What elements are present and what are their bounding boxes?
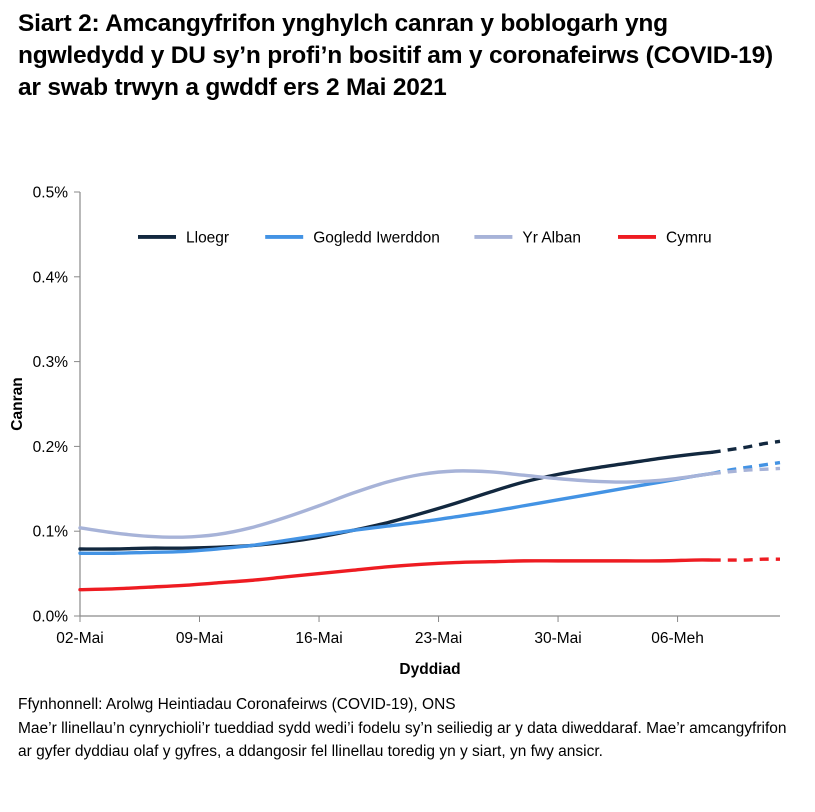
y-tick-label: 0.5% <box>32 184 68 202</box>
y-tick-label: 0.2% <box>32 438 68 456</box>
chart-legend <box>138 229 712 246</box>
legend-label: Gogledd Iwerddon <box>313 229 440 247</box>
series-line-dashed <box>712 463 780 474</box>
x-tick-label: 16-Mai <box>295 630 343 647</box>
x-axis-title: Dyddiad <box>399 661 461 678</box>
legend-label: Cymru <box>666 229 712 247</box>
x-axis-ticks <box>56 616 704 647</box>
y-tick-label: 0.4% <box>32 269 68 287</box>
x-tick-label: 09-Mai <box>175 630 224 647</box>
y-tick-label: 0.0% <box>32 608 68 626</box>
page-title: Siart 2: Amcangyfrifon ynghylch canran y boblogarh yng ngwledydd y DU sy’n profi’n bositif am y coronafeirws (COVID-19) ar swab trwyn a gwddf ers 2 Mai 2021 <box>18 10 773 102</box>
y-tick-label: 0.3% <box>32 354 68 372</box>
series-lines <box>80 441 780 589</box>
legend-label: Lloegr <box>186 229 230 247</box>
chart-plot-area <box>0 178 815 678</box>
x-tick-label: 02-Mai <box>56 630 104 647</box>
note-text: Mae’r llinellau’n cynrychioli’r tueddiad sydd wedi’i fodelu sy’n seiliedig ar y data diweddaraf. Mae’r amcangyfrifon ar gyfer dyddiau olaf y gyfres, a ddangosir fel llinellau toredig yn y siart, yn fwy ansicr. <box>18 719 787 760</box>
y-axis-title: Canran <box>9 377 26 431</box>
series-line-solid <box>80 471 712 537</box>
y-tick-label: 0.1% <box>32 523 68 541</box>
source-text: Ffynhonnell: Arolwg Heintiadau Coronafeirws (COVID-19), ONS <box>18 696 456 713</box>
series-line-solid <box>80 474 712 554</box>
series-line-dashed <box>712 559 780 560</box>
series-line-solid <box>80 452 712 549</box>
x-tick-label: 30-Mai <box>534 630 582 647</box>
x-tick-label: 23-Mai <box>414 630 463 647</box>
series-line-dashed <box>712 468 780 473</box>
legend-label: Yr Alban <box>522 229 582 247</box>
x-tick-label: 06-Meh <box>651 630 704 647</box>
footnote-block <box>18 694 798 763</box>
line-chart <box>0 178 815 678</box>
series-line-solid <box>80 560 712 590</box>
series-line-dashed <box>712 441 780 452</box>
y-axis-ticks <box>33 185 80 626</box>
